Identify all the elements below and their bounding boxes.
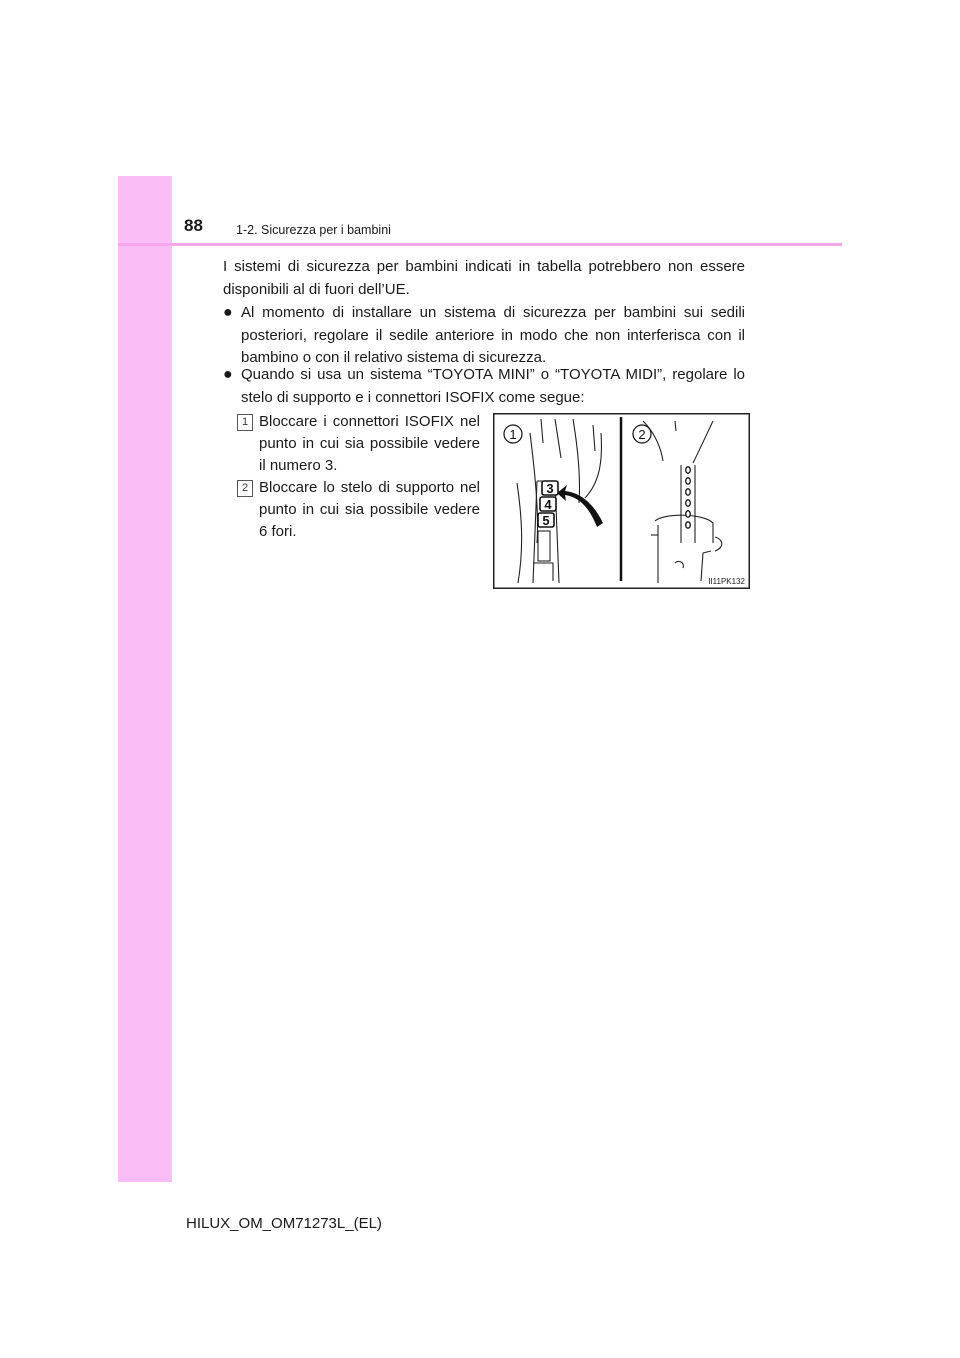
header-divider — [118, 243, 842, 246]
scale-number: 4 — [544, 497, 552, 512]
step-number: 2 — [237, 480, 253, 497]
scale-number: 3 — [546, 481, 554, 496]
step-text: Bloccare lo stelo di supporto nel punto in cui sia possibile vedere 6 fori. — [259, 479, 480, 540]
step-text: Bloccare i connettori ISOFIX nel punto in cui sia possibile vedere il numero 3. — [259, 413, 480, 474]
bullet-text: Al momento di installare un sistema di sicurezza per bambini sui sedili posteriori, regolare il sedile anteriore in modo che non interferisca con il bambino o con il relativo sistema di sicurezza. — [241, 304, 745, 366]
intro-paragraph: I sistemi di sicurezza per bambini indicati in tabella potrebbero non essere disponibili al di fuori dell’UE. — [223, 258, 745, 298]
step-item — [237, 477, 480, 543]
callout-number: 1 — [509, 427, 517, 442]
page-number: 88 — [184, 216, 203, 235]
page-side-tab — [118, 176, 172, 1182]
isofix-illustration — [493, 413, 750, 589]
section-title: 1-2. Sicurezza per i bambini — [236, 223, 391, 237]
document-code: HILUX_OM_OM71273L_(EL) — [186, 1215, 382, 1232]
callout-number: 2 — [638, 427, 646, 442]
bullet-text: Quando si usa un sistema “TOYOTA MINI” o “TOYOTA MIDI”, regolare lo stelo di supporto e i connettori ISOFIX come segue: — [241, 366, 745, 406]
figure-code: II11PK132 — [708, 577, 745, 586]
step-item — [237, 411, 480, 477]
bullet-item — [223, 302, 745, 370]
scale-number: 5 — [542, 513, 550, 528]
step-number: 1 — [237, 414, 253, 431]
bullet-icon: ● — [223, 304, 233, 321]
bullet-icon: ● — [223, 366, 233, 383]
bullet-item — [223, 364, 745, 409]
